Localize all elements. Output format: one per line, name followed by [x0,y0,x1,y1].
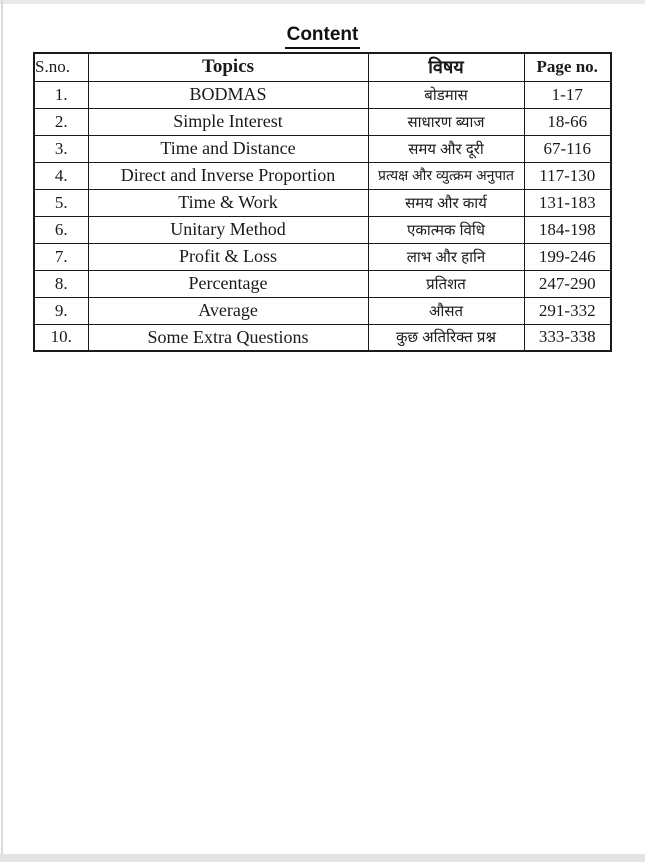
cell-page: 1-17 [524,81,611,108]
table-row [34,216,611,243]
cell-topic: Direct and Inverse Proportion [88,162,368,189]
cell-topic: Some Extra Questions [88,324,368,351]
cell-hindi: प्रतिशत [368,270,524,297]
col-header-topic: Topics [88,53,368,81]
cell-topic: Time & Work [88,189,368,216]
page-title-wrap [0,0,645,49]
cell-sno: 6. [34,216,88,243]
cell-sno: 7. [34,243,88,270]
cell-topic: Average [88,297,368,324]
table-row [34,81,611,108]
cell-hindi: लाभ और हानि [368,243,524,270]
cell-hindi: कुछ अतिरिक्त प्रश्न [368,324,524,351]
table-row [34,162,611,189]
cell-sno: 10. [34,324,88,351]
cell-hindi: समय और दूरी [368,135,524,162]
cell-topic: Profit & Loss [88,243,368,270]
cell-topic: Unitary Method [88,216,368,243]
cell-hindi: समय और कार्य [368,189,524,216]
table-row [34,135,611,162]
table-row [34,270,611,297]
cell-topic: Time and Distance [88,135,368,162]
cell-page: 67-116 [524,135,611,162]
col-header-page: Page no. [524,53,611,81]
cell-page: 18-66 [524,108,611,135]
page-edge-bottom [0,854,645,862]
cell-hindi: बोडमास [368,81,524,108]
cell-sno: 3. [34,135,88,162]
cell-sno: 1. [34,81,88,108]
col-header-sno: S.no. [34,53,88,81]
cell-page: 291-332 [524,297,611,324]
cell-hindi: औसत [368,297,524,324]
col-header-hindi: विषय [368,53,524,81]
cell-topic: Simple Interest [88,108,368,135]
table-row [34,297,611,324]
cell-topic: BODMAS [88,81,368,108]
cell-sno: 8. [34,270,88,297]
cell-page: 199-246 [524,243,611,270]
table-row [34,108,611,135]
cell-page: 131-183 [524,189,611,216]
page-edge-top [0,0,645,4]
cell-page: 184-198 [524,216,611,243]
cell-sno: 4. [34,162,88,189]
cell-page: 247-290 [524,270,611,297]
page-title: Content [285,23,361,49]
cell-page: 333-338 [524,324,611,351]
cell-sno: 9. [34,297,88,324]
table-row [34,189,611,216]
header-row [34,53,611,81]
cell-hindi: साधारण ब्याज [368,108,524,135]
table-row [34,324,611,351]
cell-page: 117-130 [524,162,611,189]
cell-sno: 5. [34,189,88,216]
page-edge-left [1,0,3,862]
contents-table [33,52,612,352]
table-row [34,243,611,270]
cell-topic: Percentage [88,270,368,297]
cell-hindi: प्रत्यक्ष और व्युत्क्रम अनुपात [368,162,524,189]
cell-sno: 2. [34,108,88,135]
cell-hindi: एकात्मक विधि [368,216,524,243]
